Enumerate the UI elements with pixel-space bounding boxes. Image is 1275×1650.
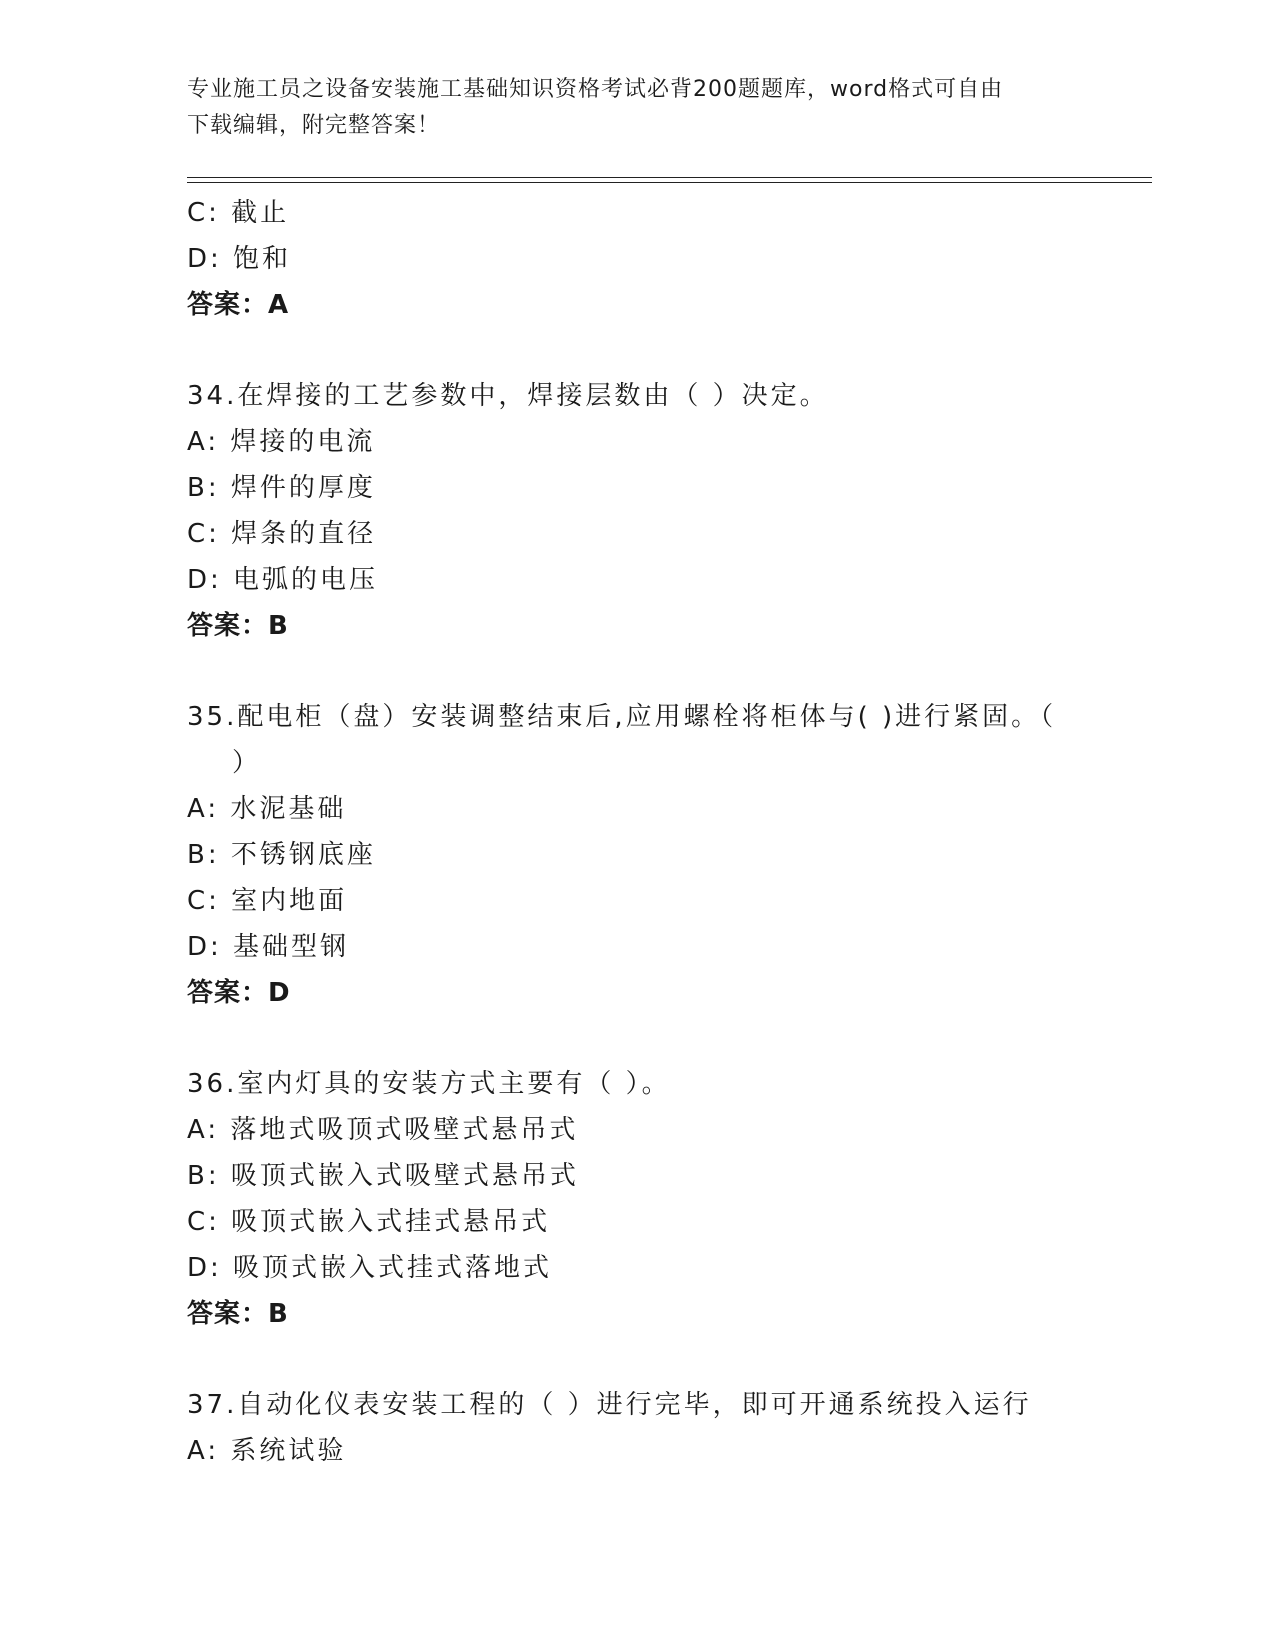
question-stem: 37.自动化仪表安装工程的（ ）进行完毕，即可开通系统投入运行: [187, 1390, 1032, 1420]
question-stem-continuation: ）: [232, 748, 262, 778]
option-c: C: 焊条的直径: [187, 519, 377, 549]
option-d: D: 基础型钢: [187, 932, 350, 962]
option-a: A: 焊接的电流: [187, 427, 376, 457]
prev-question: [187, 190, 1087, 328]
question-35: [187, 694, 1087, 1016]
option-b: B: 不锈钢底座: [187, 840, 376, 870]
answer-line: 答案：A: [187, 290, 290, 320]
option-c: C: 室内地面: [187, 886, 348, 916]
option-c: C: 截止: [187, 198, 290, 228]
question-36: [187, 1061, 1087, 1337]
option-d: D: 吸顶式嵌入式挂式落地式: [187, 1253, 553, 1283]
document-header: [187, 72, 1087, 144]
header-title-line-2: 下载编辑，附完整答案！: [187, 113, 441, 138]
option-b: B: 焊件的厚度: [187, 473, 376, 503]
answer-line: 答案：D: [187, 978, 291, 1008]
question-stem: 36.室内灯具的安装方式主要有（ ）。: [187, 1069, 671, 1099]
option-d: D: 电弧的电压: [187, 565, 379, 595]
question-stem: 35.配电柜（盘）安装调整结束后,应用螺栓将柜体与( )进行紧固。（: [187, 702, 1057, 732]
answer-line: 答案：B: [187, 1299, 289, 1329]
header-title-line-1: 专业施工员之设备安装施工基础知识资格考试必背200题题库，word格式可自由: [187, 77, 1004, 102]
question-content: [187, 190, 1087, 1474]
question-stem: 34.在焊接的工艺参数中，焊接层数由（ ）决定。: [187, 381, 829, 411]
header-divider-bottom: [187, 182, 1152, 183]
question-37: [187, 1382, 1087, 1474]
option-c: C: 吸顶式嵌入式挂式悬吊式: [187, 1207, 551, 1237]
header-divider-top: [187, 177, 1152, 178]
answer-line: 答案：B: [187, 611, 289, 641]
option-a: A: 水泥基础: [187, 794, 347, 824]
option-b: B: 吸顶式嵌入式吸壁式悬吊式: [187, 1161, 579, 1191]
question-34: [187, 373, 1087, 649]
option-d: D: 饱和: [187, 244, 292, 274]
option-a: A: 系统试验: [187, 1436, 347, 1466]
option-a: A: 落地式吸顶式吸壁式悬吊式: [187, 1115, 579, 1145]
